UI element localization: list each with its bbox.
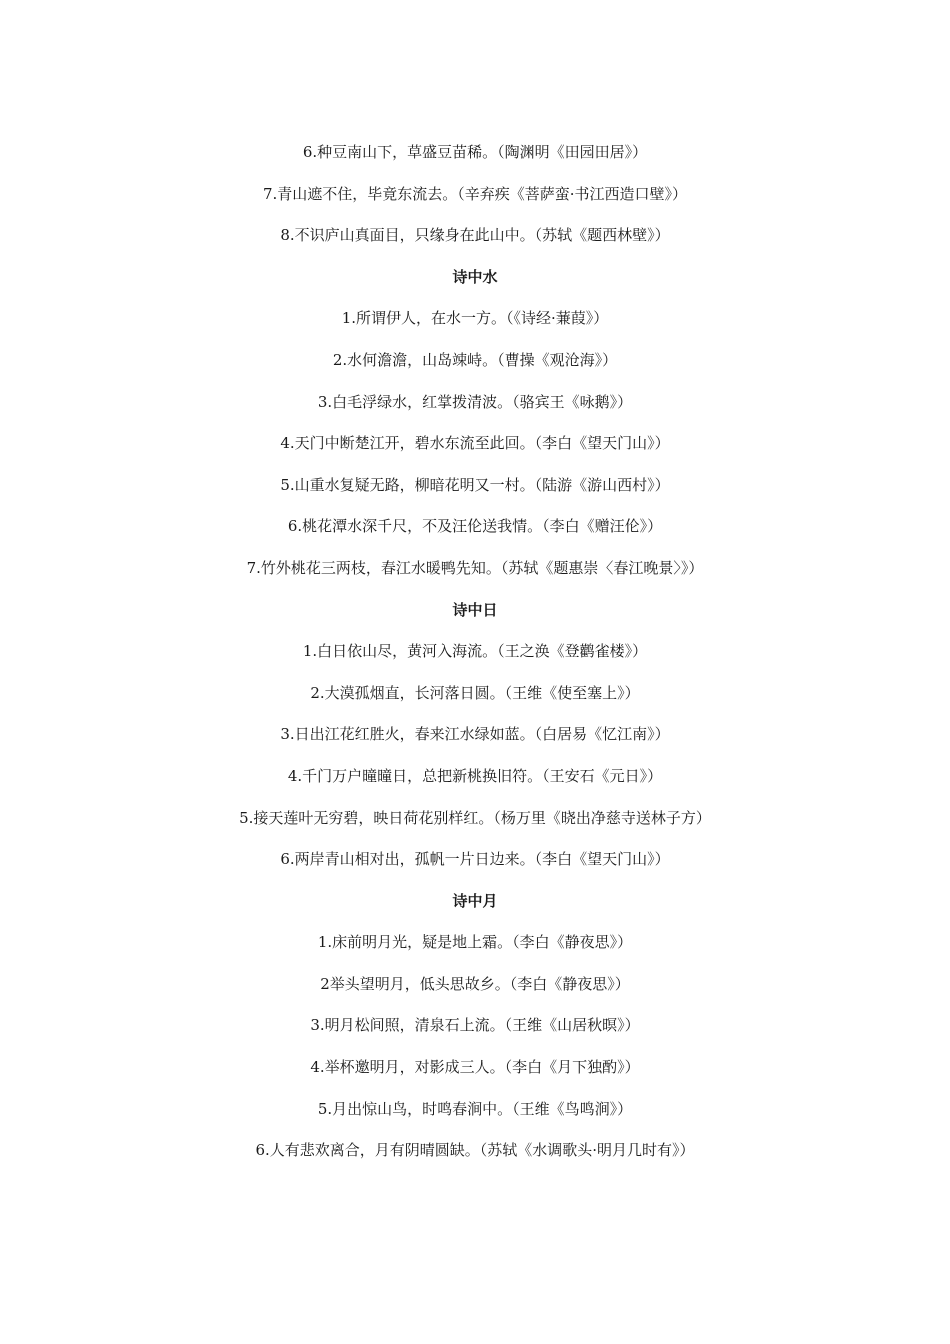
poem-line: 2.大漠孤烟直，长河落日圆。（王维《使至塞上》） (310, 683, 640, 702)
poem-line: 5.月出惊山鸟，时鸣春涧中。（王维《鸟鸣涧》） (317, 1099, 633, 1118)
poem-line: 1.所谓伊人，在水一方。（《诗经·蒹葭》） (341, 309, 609, 328)
poem-line: 1.床前明月光，疑是地上霜。（李白《静夜思》） (317, 933, 633, 952)
poem-line: 2举头望明月，低头思故乡。（李白《静夜思》） (320, 974, 630, 993)
poem-line: 8.不识庐山真面目，只缘身在此山中。（苏轼《题西林壁》） (280, 226, 670, 245)
poem-line: 3.明月松间照，清泉石上流。（王维《山居秋暝》） (310, 1016, 640, 1035)
poem-line: 1.白日依山尽，黄河入海流。（王之涣《登鹳雀楼》） (302, 642, 648, 661)
poem-line: 7.青山遮不住，毕竟东流去。（辛弃疾《菩萨蛮·书江西造口壁》） (262, 184, 688, 203)
section-heading-water: 诗中水 (452, 267, 498, 286)
section-heading-sun: 诗中日 (452, 600, 498, 619)
poem-list (0, 132, 950, 1172)
poem-line: 6.种豆南山下，草盛豆苗稀。（陶渊明《田园田居》） (302, 143, 648, 161)
poem-line: 4.天门中断楚江开，碧水东流至此回。（李白《望天门山》） (280, 434, 670, 453)
poem-line: 4.千门万户曈曈日，总把新桃换旧符。（王安石《元日》） (287, 766, 663, 785)
poem-line: 5.接天莲叶无穷碧，映日荷花别样红。（杨万里《晓出净慈寺送林子方） (239, 808, 711, 827)
poem-line: 7.竹外桃花三两枝，春江水暖鸭先知。（苏轼《题惠崇〈春江晚景〉》） (246, 558, 704, 577)
poem-line: 5.山重水复疑无路，柳暗花明又一村。（陆游《游山西村》） (280, 475, 670, 494)
poem-line: 4.举杯邀明月，对影成三人。（李白《月下独酌》） (310, 1058, 640, 1077)
poem-line: 6.桃花潭水深千尺，不及汪伦送我情。（李白《赠汪伦》） (287, 517, 663, 536)
poem-line: 6.人有悲欢离合，月有阴晴圆缺。（苏轼《水调歌头·明月几时有》） (255, 1141, 695, 1160)
poem-line: 6.两岸青山相对出，孤帆一片日边来。（李白《望天门山》） (280, 850, 670, 869)
section-heading-moon: 诗中月 (452, 891, 498, 910)
poem-line: 3.日出江花红胜火，春来江水绿如蓝。（白居易《忆江南》） (280, 725, 670, 744)
poem-line: 3.白毛浮绿水，红掌拨清波。（骆宾王《咏鹅》） (317, 392, 633, 411)
poem-line: 2.水何澹澹，山岛竦峙。（曹操《观沧海》） (332, 350, 618, 369)
